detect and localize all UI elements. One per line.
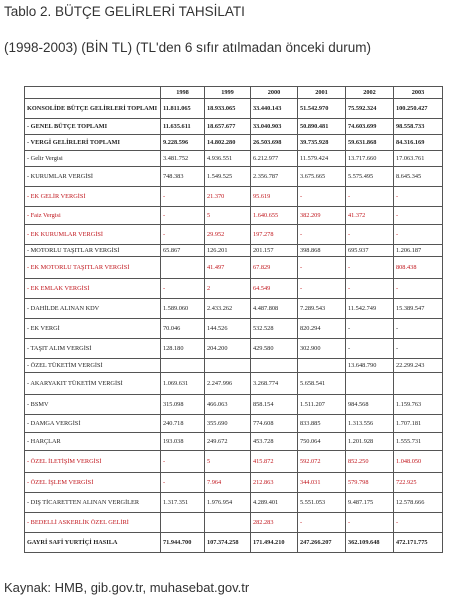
value-cell: 1.976.954 (205, 493, 251, 513)
value-cell: 6.212.977 (251, 151, 298, 167)
value-cell: 3.481.752 (161, 151, 205, 167)
value-cell: 84.316.169 (394, 135, 443, 151)
value-cell: 41.372 (346, 207, 394, 225)
value-cell: 315.098 (161, 395, 205, 415)
table-row (25, 245, 443, 257)
row-label: - Faiz Vergisi (25, 207, 161, 225)
value-cell: 5 (205, 451, 251, 473)
value-cell: - (161, 451, 205, 473)
table-row (25, 151, 443, 167)
value-cell: 128.180 (161, 339, 205, 359)
value-cell: 21.370 (205, 187, 251, 207)
table-row (25, 433, 443, 451)
value-cell: 4.487.808 (251, 299, 298, 319)
value-cell: 171.494.210 (251, 533, 298, 553)
table-row (25, 99, 443, 119)
value-cell: 5.575.495 (346, 167, 394, 187)
value-cell (161, 513, 205, 533)
value-cell: 67.829 (251, 257, 298, 279)
value-cell: - (298, 279, 346, 299)
value-cell: 355.690 (205, 415, 251, 433)
value-cell: 212.863 (251, 473, 298, 493)
value-cell: - (394, 339, 443, 359)
value-cell: 15.389.547 (394, 299, 443, 319)
table-row (25, 225, 443, 245)
value-cell: 750.064 (298, 433, 346, 451)
row-label: - MOTORLU TAŞITLAR VERGİSİ (25, 245, 161, 257)
value-cell: 11.811.065 (161, 99, 205, 119)
value-cell: 362.109.648 (346, 533, 394, 553)
table-row (25, 415, 443, 433)
value-cell: 382.209 (298, 207, 346, 225)
value-cell: - (394, 225, 443, 245)
row-label: - EK VERGİ (25, 319, 161, 339)
value-cell: 5.551.053 (298, 493, 346, 513)
value-cell: 107.374.258 (205, 533, 251, 553)
row-label: - DAHİLDE ALINAN KDV (25, 299, 161, 319)
value-cell: 12.578.666 (394, 493, 443, 513)
value-cell: 7.964 (205, 473, 251, 493)
value-cell: 1.313.556 (346, 415, 394, 433)
value-cell: 1.069.631 (161, 373, 205, 395)
table-row (25, 493, 443, 513)
row-label: KONSOLİDE BÜTÇE GELİRLERİ TOPLAMI (25, 99, 161, 119)
value-cell: 11.579.424 (298, 151, 346, 167)
value-cell: 1.589.060 (161, 299, 205, 319)
value-cell: 398.868 (298, 245, 346, 257)
row-label: - KURUMLAR VERGİSİ (25, 167, 161, 187)
value-cell: 1.159.763 (394, 395, 443, 415)
table-row (25, 299, 443, 319)
value-cell: 11.542.749 (346, 299, 394, 319)
table-row (25, 319, 443, 339)
row-label: - VERGİ GELİRLERİ TOPLAMI (25, 135, 161, 151)
value-cell: 722.925 (394, 473, 443, 493)
value-cell: 33.040.903 (251, 119, 298, 135)
value-cell: 100.250.427 (394, 99, 443, 119)
table-row (25, 359, 443, 373)
value-cell: - (346, 279, 394, 299)
header-blank-cell (25, 87, 161, 99)
value-cell: 2.433.262 (205, 299, 251, 319)
value-cell: - (394, 319, 443, 339)
value-cell: 1.201.928 (346, 433, 394, 451)
value-cell (205, 359, 251, 373)
table-row (25, 119, 443, 135)
value-cell: 14.802.280 (205, 135, 251, 151)
value-cell: 64.549 (251, 279, 298, 299)
value-cell: 70.046 (161, 319, 205, 339)
value-cell: 26.503.698 (251, 135, 298, 151)
table-row (25, 451, 443, 473)
value-cell: 282.283 (251, 513, 298, 533)
value-cell: 1.511.207 (298, 395, 346, 415)
value-cell (161, 257, 205, 279)
header-year: 2003 (394, 87, 443, 99)
row-label: GAYRİ SAFİ YURTİÇİ HASILA (25, 533, 161, 553)
row-label: - BSMV (25, 395, 161, 415)
row-label: - ÖZEL İLETİŞİM VERGİSİ (25, 451, 161, 473)
value-cell: 1.707.181 (394, 415, 443, 433)
value-cell: 453.728 (251, 433, 298, 451)
table-row (25, 513, 443, 533)
header-year: 2000 (251, 87, 298, 99)
row-label: - BEDELLİ ASKERLİK ÖZEL GELİRİ (25, 513, 161, 533)
value-cell: 126.201 (205, 245, 251, 257)
value-cell: - (394, 187, 443, 207)
value-cell: - (394, 207, 443, 225)
table-row (25, 279, 443, 299)
table-row (25, 395, 443, 415)
table-header-row (25, 87, 443, 99)
row-label: - AKARYAKIT TÜKETİM VERGİSİ (25, 373, 161, 395)
value-cell: 71.944.700 (161, 533, 205, 553)
value-cell: - (346, 257, 394, 279)
value-cell: 695.937 (346, 245, 394, 257)
value-cell: 11.635.611 (161, 119, 205, 135)
value-cell: 532.528 (251, 319, 298, 339)
value-cell: 1.640.655 (251, 207, 298, 225)
value-cell: 808.438 (394, 257, 443, 279)
source-note: Kaynak: HMB, gib.gov.tr, muhasebat.gov.tr (4, 580, 250, 595)
row-label: - EK GELİR VERGİSİ (25, 187, 161, 207)
value-cell: 8.645.345 (394, 167, 443, 187)
value-cell: 41.497 (205, 257, 251, 279)
row-label: - EK EMLAK VERGİSİ (25, 279, 161, 299)
value-cell: 13.717.660 (346, 151, 394, 167)
value-cell: 858.154 (251, 395, 298, 415)
value-cell: 18.657.677 (205, 119, 251, 135)
value-cell: 2 (205, 279, 251, 299)
value-cell: 1.555.731 (394, 433, 443, 451)
table-subtitle: (1998-2003) (BİN TL) (TL'den 6 sıfır atılmadan önceki durum) (4, 40, 371, 55)
value-cell: 3.268.774 (251, 373, 298, 395)
row-label: - DIŞ TİCARETTEN ALINAN VERGİLER (25, 493, 161, 513)
value-cell: 579.798 (346, 473, 394, 493)
value-cell: - (298, 257, 346, 279)
value-cell: - (346, 339, 394, 359)
value-cell: 193.038 (161, 433, 205, 451)
value-cell: 9.228.596 (161, 135, 205, 151)
table-row (25, 257, 443, 279)
value-cell: - (346, 319, 394, 339)
value-cell: 65.867 (161, 245, 205, 257)
value-cell (205, 513, 251, 533)
value-cell: - (394, 279, 443, 299)
value-cell: 429.580 (251, 339, 298, 359)
value-cell: - (346, 225, 394, 245)
table-row (25, 167, 443, 187)
value-cell: 247.266.207 (298, 533, 346, 553)
value-cell: 249.672 (205, 433, 251, 451)
row-label: - EK MOTORLU TAŞITLAR VERGİSİ (25, 257, 161, 279)
header-year: 1998 (161, 87, 205, 99)
value-cell: 302.900 (298, 339, 346, 359)
row-label: - DAMGA VERGİSİ (25, 415, 161, 433)
header-year: 1999 (205, 87, 251, 99)
value-cell: 74.603.699 (346, 119, 394, 135)
value-cell: 344.031 (298, 473, 346, 493)
value-cell: 201.157 (251, 245, 298, 257)
value-cell: - (394, 513, 443, 533)
value-cell: 1.549.525 (205, 167, 251, 187)
value-cell (394, 373, 443, 395)
value-cell (251, 359, 298, 373)
value-cell (161, 359, 205, 373)
row-label: - GENEL BÜTÇE TOPLAMI (25, 119, 161, 135)
row-label: - ÖZEL İŞLEM VERGİSİ (25, 473, 161, 493)
table-row (25, 339, 443, 359)
header-year: 2001 (298, 87, 346, 99)
value-cell: 2.247.996 (205, 373, 251, 395)
value-cell: - (298, 513, 346, 533)
value-cell: - (161, 473, 205, 493)
value-cell (346, 373, 394, 395)
value-cell: 33.440.143 (251, 99, 298, 119)
budget-revenue-table (24, 86, 443, 553)
header-year: 2002 (346, 87, 394, 99)
value-cell: - (298, 225, 346, 245)
value-cell: 774.608 (251, 415, 298, 433)
value-cell: 17.063.761 (394, 151, 443, 167)
value-cell: 5.658.541 (298, 373, 346, 395)
value-cell: - (161, 225, 205, 245)
value-cell: 852.250 (346, 451, 394, 473)
value-cell: 415.872 (251, 451, 298, 473)
table-row (25, 187, 443, 207)
value-cell: 5 (205, 207, 251, 225)
table-row (25, 207, 443, 225)
value-cell: 39.735.928 (298, 135, 346, 151)
value-cell: - (346, 187, 394, 207)
value-cell: 95.619 (251, 187, 298, 207)
value-cell: 984.568 (346, 395, 394, 415)
row-label: - EK KURUMLAR VERGİSİ (25, 225, 161, 245)
row-label: - ÖZEL TÜKETİM VERGİSİ (25, 359, 161, 373)
value-cell: 1.048.050 (394, 451, 443, 473)
value-cell: 4.289.401 (251, 493, 298, 513)
value-cell: 592.072 (298, 451, 346, 473)
value-cell: - (161, 207, 205, 225)
value-cell: 2.356.787 (251, 167, 298, 187)
table-title: Tablo 2. BÜTÇE GELİRLERİ TAHSİLATI (4, 4, 245, 19)
value-cell: 59.631.868 (346, 135, 394, 151)
value-cell: 13.648.790 (346, 359, 394, 373)
value-cell: 466.063 (205, 395, 251, 415)
value-cell (298, 359, 346, 373)
value-cell: 197.278 (251, 225, 298, 245)
value-cell: 240.718 (161, 415, 205, 433)
table-body (25, 99, 443, 553)
value-cell: 472.171.775 (394, 533, 443, 553)
value-cell: 4.936.551 (205, 151, 251, 167)
value-cell: 98.558.733 (394, 119, 443, 135)
value-cell: 51.542.970 (298, 99, 346, 119)
value-cell: 820.294 (298, 319, 346, 339)
value-cell: 50.890.481 (298, 119, 346, 135)
value-cell: - (161, 187, 205, 207)
value-cell: 144.526 (205, 319, 251, 339)
value-cell: 204.200 (205, 339, 251, 359)
value-cell: 18.933.065 (205, 99, 251, 119)
value-cell: 75.592.324 (346, 99, 394, 119)
value-cell: 1.206.187 (394, 245, 443, 257)
table-row (25, 373, 443, 395)
row-label: - TAŞIT ALIM VERGİSİ (25, 339, 161, 359)
table-row (25, 473, 443, 493)
table-row (25, 533, 443, 553)
value-cell: 833.885 (298, 415, 346, 433)
value-cell: - (161, 279, 205, 299)
table-row (25, 135, 443, 151)
value-cell: 7.289.543 (298, 299, 346, 319)
value-cell: 3.675.665 (298, 167, 346, 187)
row-label: - HARÇLAR (25, 433, 161, 451)
value-cell: 9.487.175 (346, 493, 394, 513)
value-cell: - (346, 513, 394, 533)
value-cell: 1.317.351 (161, 493, 205, 513)
value-cell: - (298, 187, 346, 207)
value-cell: 748.383 (161, 167, 205, 187)
value-cell: 29.952 (205, 225, 251, 245)
row-label: - Gelir Vergisi (25, 151, 161, 167)
value-cell: 22.299.243 (394, 359, 443, 373)
